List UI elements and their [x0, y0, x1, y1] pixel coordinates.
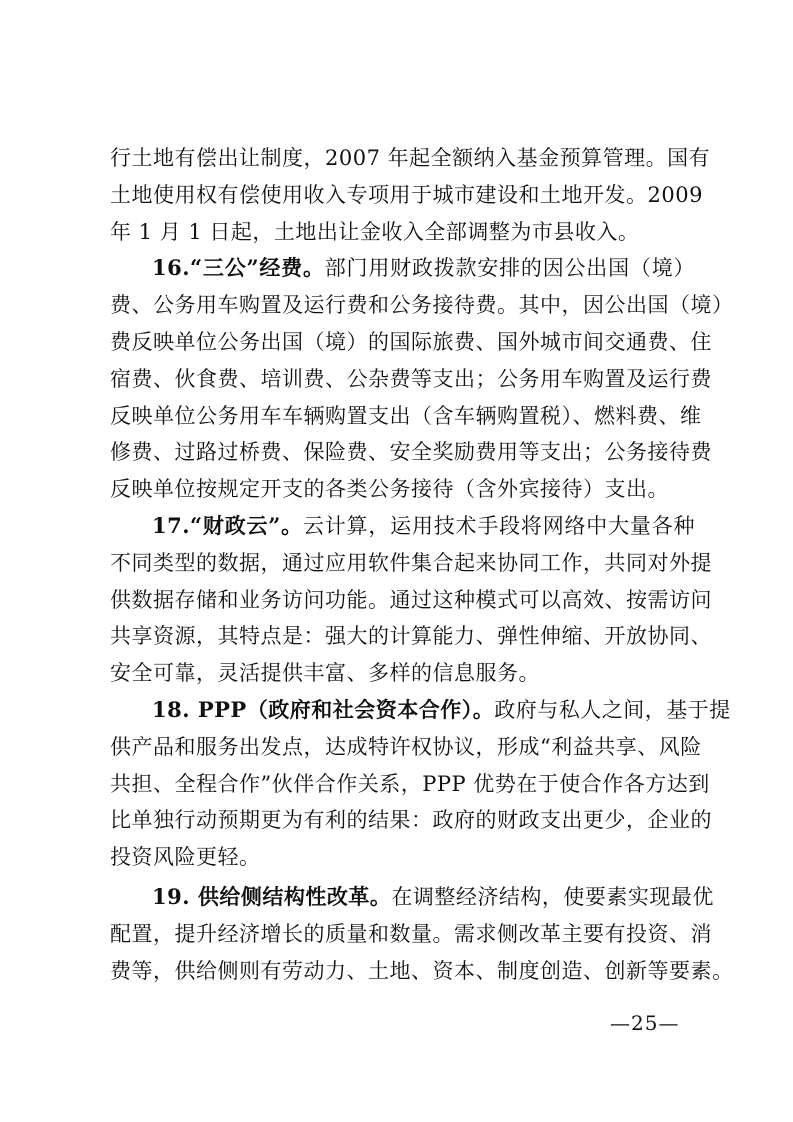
- text-line: 费、公务用车购置及运行费和公务接待费。其中，因公出国（境）: [110, 293, 734, 318]
- text-line: 土地使用权有偿使用收入专项用于城市建设和土地开发。2009: [110, 182, 703, 207]
- text-line: 不同类型的数据，通过应用软件集合起来协同工作，共同对外提: [110, 550, 712, 575]
- text-line: 宿费、伙食费、培训费、公杂费等支出；公务用车购置及运行费: [110, 366, 712, 391]
- item-16-first-line: [110, 250, 695, 287]
- text-line: 供产品和服务出发点，达成特许权协议，形成“利益共享、风险: [110, 734, 702, 759]
- text-line: 修费、过路过桥费、保险费、安全奖励费用等支出；公务接待费: [110, 440, 712, 465]
- text-line: 费反映单位公务出国（境）的国际旅费、国外城市间交通费、住: [110, 329, 712, 354]
- text-line: 年 1 月 1 日起，土地出让金收入全部调整为市县收入。: [110, 219, 640, 244]
- text-line: 比单独行动预期更为有利的结果：政府的财政支出更少，企业的: [110, 808, 712, 833]
- text-line: 投资风险更轻。: [110, 845, 261, 870]
- page-number: —25—: [610, 1011, 680, 1035]
- item-16-heading: 16.“三公”经费。: [152, 255, 325, 281]
- text-line: 费等，供给侧则有劳动力、土地、资本、制度创造、创新等要素。: [110, 958, 734, 983]
- text-line: 反映单位按规定开支的各类公务接待（含外宾接待）支出。: [110, 477, 669, 502]
- item-19-text: 在调整经济结构，使要素实现最优: [391, 884, 714, 909]
- text-line: 配置，提升经济增长的质量和数量。需求侧改革主要有投资、消: [110, 921, 712, 946]
- item-19-first-line: [110, 879, 714, 916]
- item-18-heading: 18. PPP（政府和社会资本合作）。: [152, 696, 495, 722]
- document-page: [110, 140, 734, 989]
- item-16-text: 部门用财政拨款安排的因公出国（境）: [324, 256, 695, 281]
- item-18-first-line: [110, 692, 731, 729]
- item-19-heading: 19. 供给侧结构性改革。: [152, 883, 392, 909]
- item-17-heading: 17.“财政云”。: [152, 512, 303, 538]
- text-line: 反映单位公务用车车辆购置支出（含车辆购置税）、燃料费、维: [110, 403, 702, 428]
- item-17-first-line: [110, 508, 695, 545]
- item-18-text: 政府与私人之间，基于提: [494, 697, 731, 722]
- text-line: 共享资源，其特点是：强大的计算能力、弹性伸缩、开放协同、: [110, 624, 712, 649]
- text-line: 共担、全程合作”伙伴合作关系，PPP 优势在于使合作各方达到: [110, 771, 710, 796]
- text-line: 安全可靠，灵活提供丰富、多样的信息服务。: [110, 661, 540, 686]
- text-line: 行土地有偿出让制度，2007 年起全额纳入基金预算管理。国有: [110, 146, 711, 170]
- item-17-text: 云计算，运用技术手段将网络中大量各种: [302, 513, 695, 538]
- text-line: 供数据存储和业务访问功能。通过这种模式可以高效、按需访问: [110, 587, 712, 612]
